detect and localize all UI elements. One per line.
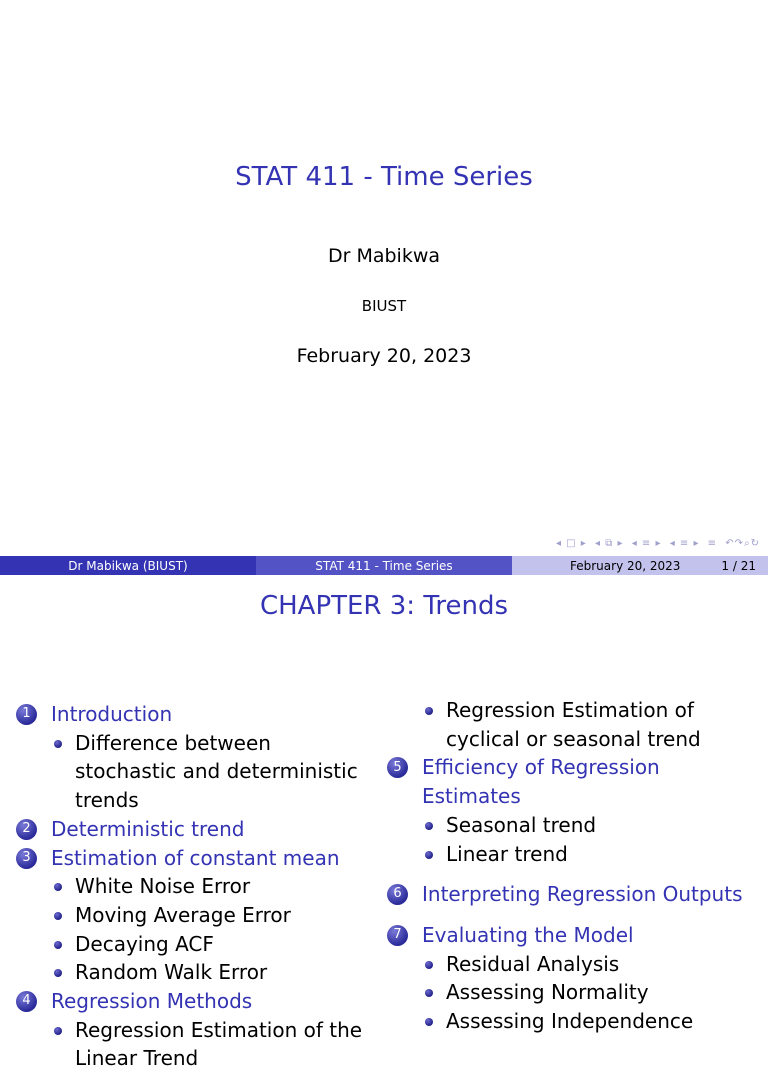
bullet-icon <box>425 707 433 715</box>
outline-slide <box>0 576 768 1071</box>
nav-subsection-icon[interactable]: ◂ ⧉ ▸ <box>595 538 624 549</box>
author: Dr Mabikwa <box>327 245 441 267</box>
footer-title: STAT 411 - Time Series <box>256 556 512 575</box>
subsection-item[interactable]: Random Walk Error <box>16 958 376 987</box>
subsection-item[interactable]: Linear trend <box>387 840 757 869</box>
bullet-icon <box>425 961 433 969</box>
subsection-item[interactable]: Assessing Normality <box>387 978 757 1007</box>
subsection-item[interactable]: Seasonal trend <box>387 811 757 840</box>
chapter-title: CHAPTER 3: Trends <box>259 591 509 621</box>
section-introduction[interactable]: 1 Introduction <box>16 700 376 729</box>
presentation-title: STAT 411 - Time Series <box>235 162 533 192</box>
section-number-icon: 6 <box>387 884 408 905</box>
section-number-icon: 5 <box>387 757 408 778</box>
beamer-navigation[interactable] <box>552 538 760 549</box>
subsection-item[interactable]: Decaying ACF <box>16 930 376 959</box>
subsection-item[interactable]: White Noise Error <box>16 872 376 901</box>
subsection-item[interactable]: Residual Analysis <box>387 950 757 979</box>
section-efficiency[interactable]: 5 Efficiency of Regression Estimates <box>387 753 757 810</box>
institute: BIUST <box>361 297 407 315</box>
subsection-item[interactable]: Regression Estimation of the Linear Trend <box>16 1016 376 1073</box>
section-number-icon: 1 <box>16 704 37 725</box>
presentation-date: February 20, 2023 <box>296 345 472 367</box>
section-number-icon: 4 <box>16 991 37 1012</box>
outline-right-column <box>387 696 757 1036</box>
footer-date: February 20, 2023 <box>570 558 681 573</box>
subsection-item[interactable]: Moving Average Error <box>16 901 376 930</box>
bullet-icon <box>54 941 62 949</box>
slide-footer <box>0 556 768 575</box>
nav-part-icon[interactable]: ◂ ≡ ▸ <box>669 538 700 549</box>
section-deterministic-trend[interactable]: 2 Deterministic trend <box>16 815 376 844</box>
bullet-icon <box>54 883 62 891</box>
footer-page-number: 1 / 21 <box>721 558 756 573</box>
bullet-icon <box>425 851 433 859</box>
section-number-icon: 2 <box>16 819 37 840</box>
footer-date-page <box>512 556 768 575</box>
bullet-icon <box>425 1018 433 1026</box>
section-number-icon: 3 <box>16 848 37 869</box>
nav-outline-icon[interactable]: ≡ <box>707 538 718 549</box>
bullet-icon <box>54 1027 62 1035</box>
nav-section-icon[interactable]: ◂ ≡ ▸ <box>631 538 662 549</box>
section-regression-methods[interactable]: 4 Regression Methods <box>16 987 376 1016</box>
bullet-icon <box>425 822 433 830</box>
outline-left-column <box>16 700 376 1073</box>
footer-author: Dr Mabikwa (BIUST) <box>0 556 256 575</box>
nav-search-icon[interactable]: ↶↷⌕↻ <box>725 538 760 549</box>
section-interpreting-outputs[interactable]: 6 Interpreting Regression Outputs <box>387 880 757 909</box>
subsection-item[interactable]: Assessing Independence <box>387 1007 757 1036</box>
subsection-item[interactable]: Regression Estimation of cyclical or seasonal trend <box>387 696 757 753</box>
bullet-icon <box>54 912 62 920</box>
bullet-icon <box>425 989 433 997</box>
subsection-item[interactable]: Difference between stochastic and deterministic trends <box>16 729 376 815</box>
section-number-icon: 7 <box>387 925 408 946</box>
section-evaluating-model[interactable]: 7 Evaluating the Model <box>387 921 757 950</box>
section-constant-mean[interactable]: 3 Estimation of constant mean <box>16 844 376 873</box>
bullet-icon <box>54 740 62 748</box>
bullet-icon <box>54 969 62 977</box>
nav-frame-icon[interactable]: ◂ □ ▸ <box>555 538 587 549</box>
